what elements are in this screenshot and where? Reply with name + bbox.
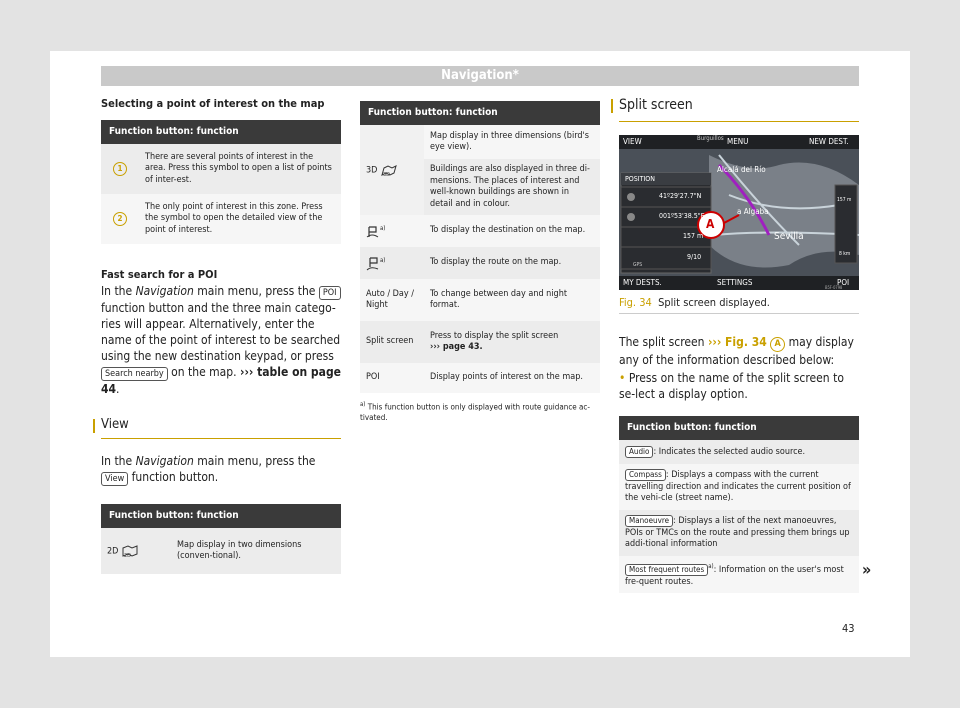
row-label: Split screen	[360, 321, 424, 363]
manoeuvre-key: Manoeuvre	[625, 515, 673, 527]
row-label: Auto / Day / Night	[360, 279, 424, 321]
section-header: Navigation*	[101, 66, 859, 86]
fast-search-text: In the Navigation main menu, press the POI function button and the three main catego-ries will appear. Alternatively, enter the name of the point of interest to be searched using the new destination keypad, or press Search nearby on the map. ››› table on page 44.	[101, 284, 341, 396]
page-number: 43	[842, 622, 855, 635]
table-row: $^{a)}$ To display the destination on the map.	[360, 215, 600, 247]
city-label: Sevilla	[774, 231, 804, 242]
route-flag-icon	[366, 257, 380, 271]
table-heading: Function button: function	[360, 101, 600, 125]
table-cell: Display points of interest on the map.	[424, 363, 600, 393]
table-cell: Map display in three dimensions (bird's eye view).	[424, 125, 600, 159]
function-table	[360, 101, 600, 393]
table-cell: There are several points of interest in the area. Press this symbol to open a list of points of inter-est.	[139, 144, 341, 194]
table-row	[360, 321, 600, 363]
table-row: Audio : Indicates the selected audio source.	[619, 440, 859, 464]
table-row	[360, 279, 600, 321]
new-dest-button[interactable]: NEW DEST.	[809, 137, 849, 146]
table-row: $^{a)}$ To display the route on the map.	[360, 247, 600, 279]
figure-ref-link[interactable]: ››› Fig. 34	[707, 335, 767, 349]
row-label: POI	[360, 363, 424, 393]
table-row	[360, 125, 600, 159]
callout-a-badge: A	[770, 337, 785, 352]
column-middle	[360, 101, 600, 423]
continue-arrow: »	[862, 560, 872, 579]
figure-caption: Fig. 34 Split screen displayed.	[619, 296, 770, 309]
town-label: Burguillos	[697, 135, 724, 142]
gps-label: GPS	[633, 262, 643, 268]
number-2-badge: 2	[113, 212, 127, 226]
table-heading: Function button: function	[101, 504, 341, 528]
split-screen-table	[619, 416, 859, 593]
bullet-item: • Press on the name of the split screen to se-lect a display option.	[619, 371, 844, 401]
search-nearby-key: Search nearby	[101, 367, 168, 381]
city-label: a Algaba	[737, 207, 769, 216]
table-heading: Function button: function	[101, 120, 341, 144]
table-heading: Function button: function	[619, 416, 859, 440]
latitude: 41º29'27.7"N	[659, 192, 702, 200]
table-cell: To display the route on the map.	[424, 247, 600, 279]
table-ref-link[interactable]: ››› table on page 44	[101, 365, 341, 396]
city-label: Alcalá del Río	[717, 165, 766, 174]
table-cell: To change between day and night format.	[424, 279, 600, 321]
view-key: View	[101, 472, 128, 486]
side-distance: 8 km	[839, 251, 851, 257]
poi-button[interactable]: POI	[837, 278, 850, 287]
altitude: 157 m	[683, 232, 704, 240]
view-table	[101, 504, 341, 574]
svg-text:3D: 3D	[382, 172, 390, 177]
map-2d-icon	[121, 544, 139, 558]
longitude: 001º53'38.5"E	[659, 212, 705, 220]
view-text: In the Navigation main menu, press the View function button.	[101, 454, 316, 484]
table-row	[101, 528, 341, 574]
table-row: Most frequent routes $^{a)}$: Information on the user's most fre-quent routes.	[619, 556, 859, 593]
audio-key: Audio	[625, 446, 653, 458]
table-cell: The only point of interest in this zone. Press the symbol to open the detailed view of the point of interest.	[139, 194, 341, 244]
number-1-badge: 1	[113, 162, 127, 176]
my-dests-button[interactable]: MY DESTS.	[623, 278, 662, 287]
footnote: $^{a)}$ This function button is only displayed with route guidance ac-tivated.	[360, 401, 590, 422]
table-row: Compass : Displays a compass with the current travelling direction and indicates the current position of the vehi-cle (street name).	[619, 464, 859, 510]
page-ref-link[interactable]: ››› page 43.	[430, 342, 483, 352]
map-3d-icon	[380, 163, 398, 177]
row-label: 2D	[107, 546, 119, 557]
table-row	[101, 194, 341, 244]
split-screen-text: The split screen ››› Fig. 34 A may display any of the information described below:	[619, 335, 854, 367]
table-cell: To display the destination on the map.	[424, 215, 600, 247]
svg-text:2D: 2D	[123, 553, 131, 558]
row-label: 3D	[366, 165, 378, 176]
figure-code: B5F-0798	[825, 285, 843, 290]
side-distance: 157 m	[837, 197, 852, 203]
position-label: POSITION	[625, 175, 655, 183]
poi-map-title: Selecting a point of interest on the map	[101, 97, 325, 110]
split-screen-figure	[619, 135, 859, 290]
poi-table	[101, 120, 341, 244]
table-cell: Map display in two dimensions (conven-tional).	[171, 528, 341, 574]
column-left	[101, 97, 341, 574]
column-right	[619, 97, 859, 593]
fast-search-title: Fast search for a POI	[101, 268, 218, 281]
table-cell: Buildings are also displayed in three di-mensions. The places of interest and well-known buildings are shown in detail and in colour.	[424, 159, 600, 215]
callout-marker: A	[706, 217, 715, 231]
table-row	[101, 144, 341, 194]
settings-button[interactable]: SETTINGS	[717, 278, 753, 287]
poi-key: POI	[319, 286, 341, 300]
destination-flag-icon	[366, 225, 380, 239]
menu-button[interactable]: MENU	[727, 137, 749, 146]
table-cell: Press to display the split screen ››› page 43.	[424, 321, 600, 363]
view-button[interactable]: VIEW	[623, 137, 642, 146]
satellites: 9/10	[687, 253, 702, 261]
view-section-title: View	[101, 417, 341, 439]
most-frequent-routes-key: Most frequent routes	[625, 564, 708, 576]
table-row: Manoeuvre : Displays a list of the next manoeuvres, POIs or TMCs on the route and pressing them brings up addi-tional information	[619, 510, 859, 556]
compass-key: Compass	[625, 469, 666, 481]
split-screen-title: Split screen	[619, 97, 859, 113]
table-row	[360, 363, 600, 393]
